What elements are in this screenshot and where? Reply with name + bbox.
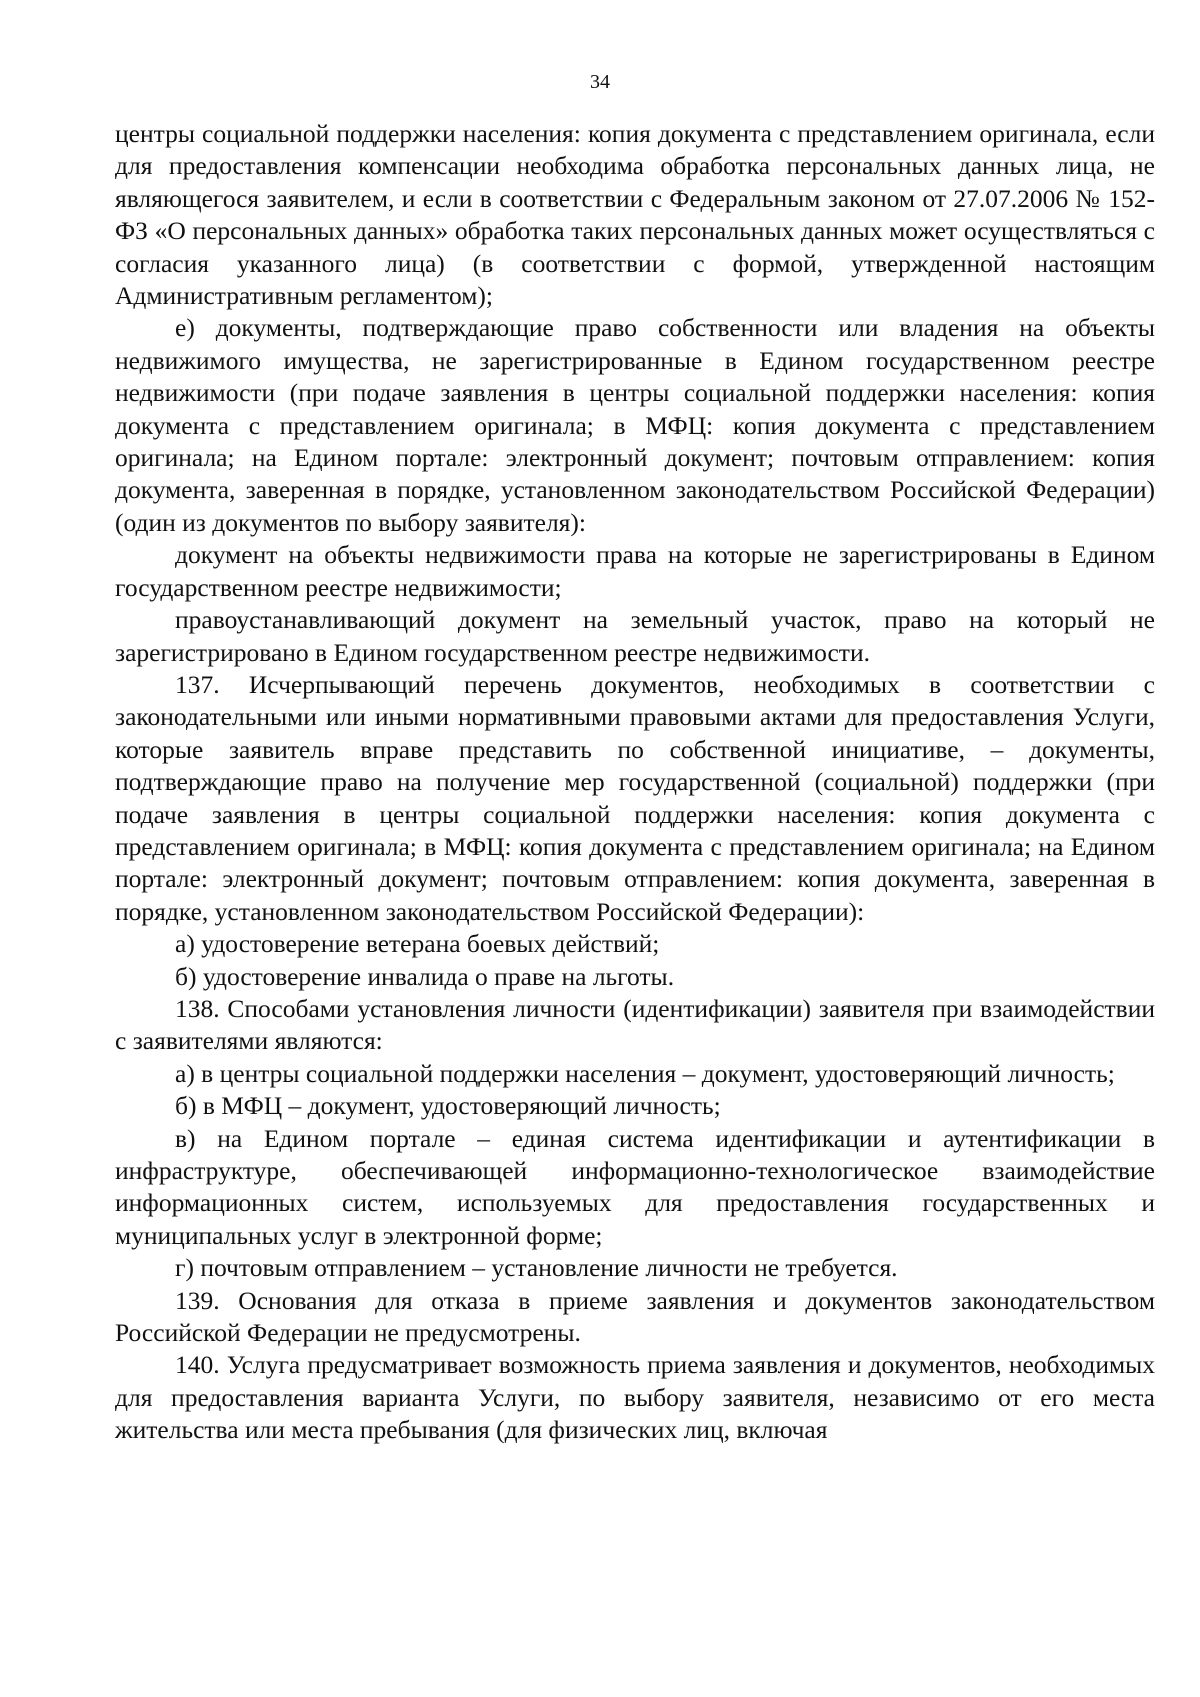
document-body: [115, 118, 1155, 1447]
page-number: 34: [590, 71, 610, 93]
paragraph-138: 138. Способами установления личности (идентификации) заявителя при взаимодействии с заявителями являются:: [115, 993, 1155, 1056]
paragraph-item-e: е) документы, подтверждающие право собственности или владения на объекты недвижимого имущества, не зарегистрированные в Едином государственном реестре недвижимости (при подаче заявления в центры социальной поддержки населения: копия документа с представлением оригинала; в МФЦ: копия документа с представлением оригинала; на Едином портале: электронный документ; почтовым отправлением: копия документа, заверенная в порядке, установленном законодательством Российской Федерации) (один из документов по выбору заявителя):: [115, 313, 1155, 537]
paragraph-continuation: центры социальной поддержки населения: копия документа с представлением оригинала, если для предоставления компенсации необходима обработка персональных данных лица, не являющегося заявителем, и если в соответствии с Федеральным законом от 27.07.2006 № 152-ФЗ «О персональных данных» обработка таких персональных данных может осуществляться с согласия указанного лица) (в соответствии с формой, утвержденной настоящим Административным регламентом);: [115, 119, 1155, 311]
paragraph-139: 139. Основания для отказа в приеме заявления и документов законодательством Российской Федерации не предусмотрены.: [115, 1285, 1155, 1348]
paragraph-138-v: в) на Едином портале – единая система идентификации и аутентификации в инфраструктуре, обеспечивающей информационно-технологическое взаимодействие информационных систем, используемых для предоставления государственных и муниципальных услуг в электронной форме;: [115, 1123, 1155, 1250]
paragraph-realty-document: документ на объекты недвижимости права на которые не зарегистрированы в Едином государственном реестре недвижимости;: [115, 540, 1155, 602]
paragraph-138-g: г) почтовым отправлением – установление личности не требуется.: [175, 1253, 898, 1283]
paragraph-land-document: правоустанавливающий документ на земельный участок, право на который не зарегистрировано в Едином государственном реестре недвижимости.: [115, 605, 1155, 667]
paragraph-138-b: б) в МФЦ – документ, удостоверяющий личность;: [175, 1091, 721, 1121]
paragraph-137-b: б) удостоверение инвалида о праве на льготы.: [175, 961, 675, 991]
paragraph-137-a: а) удостоверение ветерана боевых действий;: [175, 929, 660, 959]
paragraph-137: 137. Исчерпывающий перечень документов, необходимых в соответствии с законодательными или иными нормативными правовыми актами для предоставления Услуги, которые заявитель вправе представить по собственной инициативе, – документы, подтверждающие право на получение мер государственной (социальной) поддержки (при подаче заявления в центры социальной поддержки населения: копия документа с представлением оригинала; в МФЦ: копия документа с представлением оригинала; на Едином портале: электронный документ; почтовым отправлением: копия документа, заверенная в порядке, установленном законодательством Российской Федерации):: [115, 669, 1155, 926]
paragraph-138-a: а) в центры социальной поддержки населения – документ, удостоверяющий личность;: [175, 1058, 1115, 1088]
paragraph-140: 140. Услуга предусматривает возможность приема заявления и документов, необходимых для предоставления варианта Услуги, по выбору заявителя, независимо от его места жительства или места пребывания (для физических лиц, включая: [115, 1350, 1155, 1445]
